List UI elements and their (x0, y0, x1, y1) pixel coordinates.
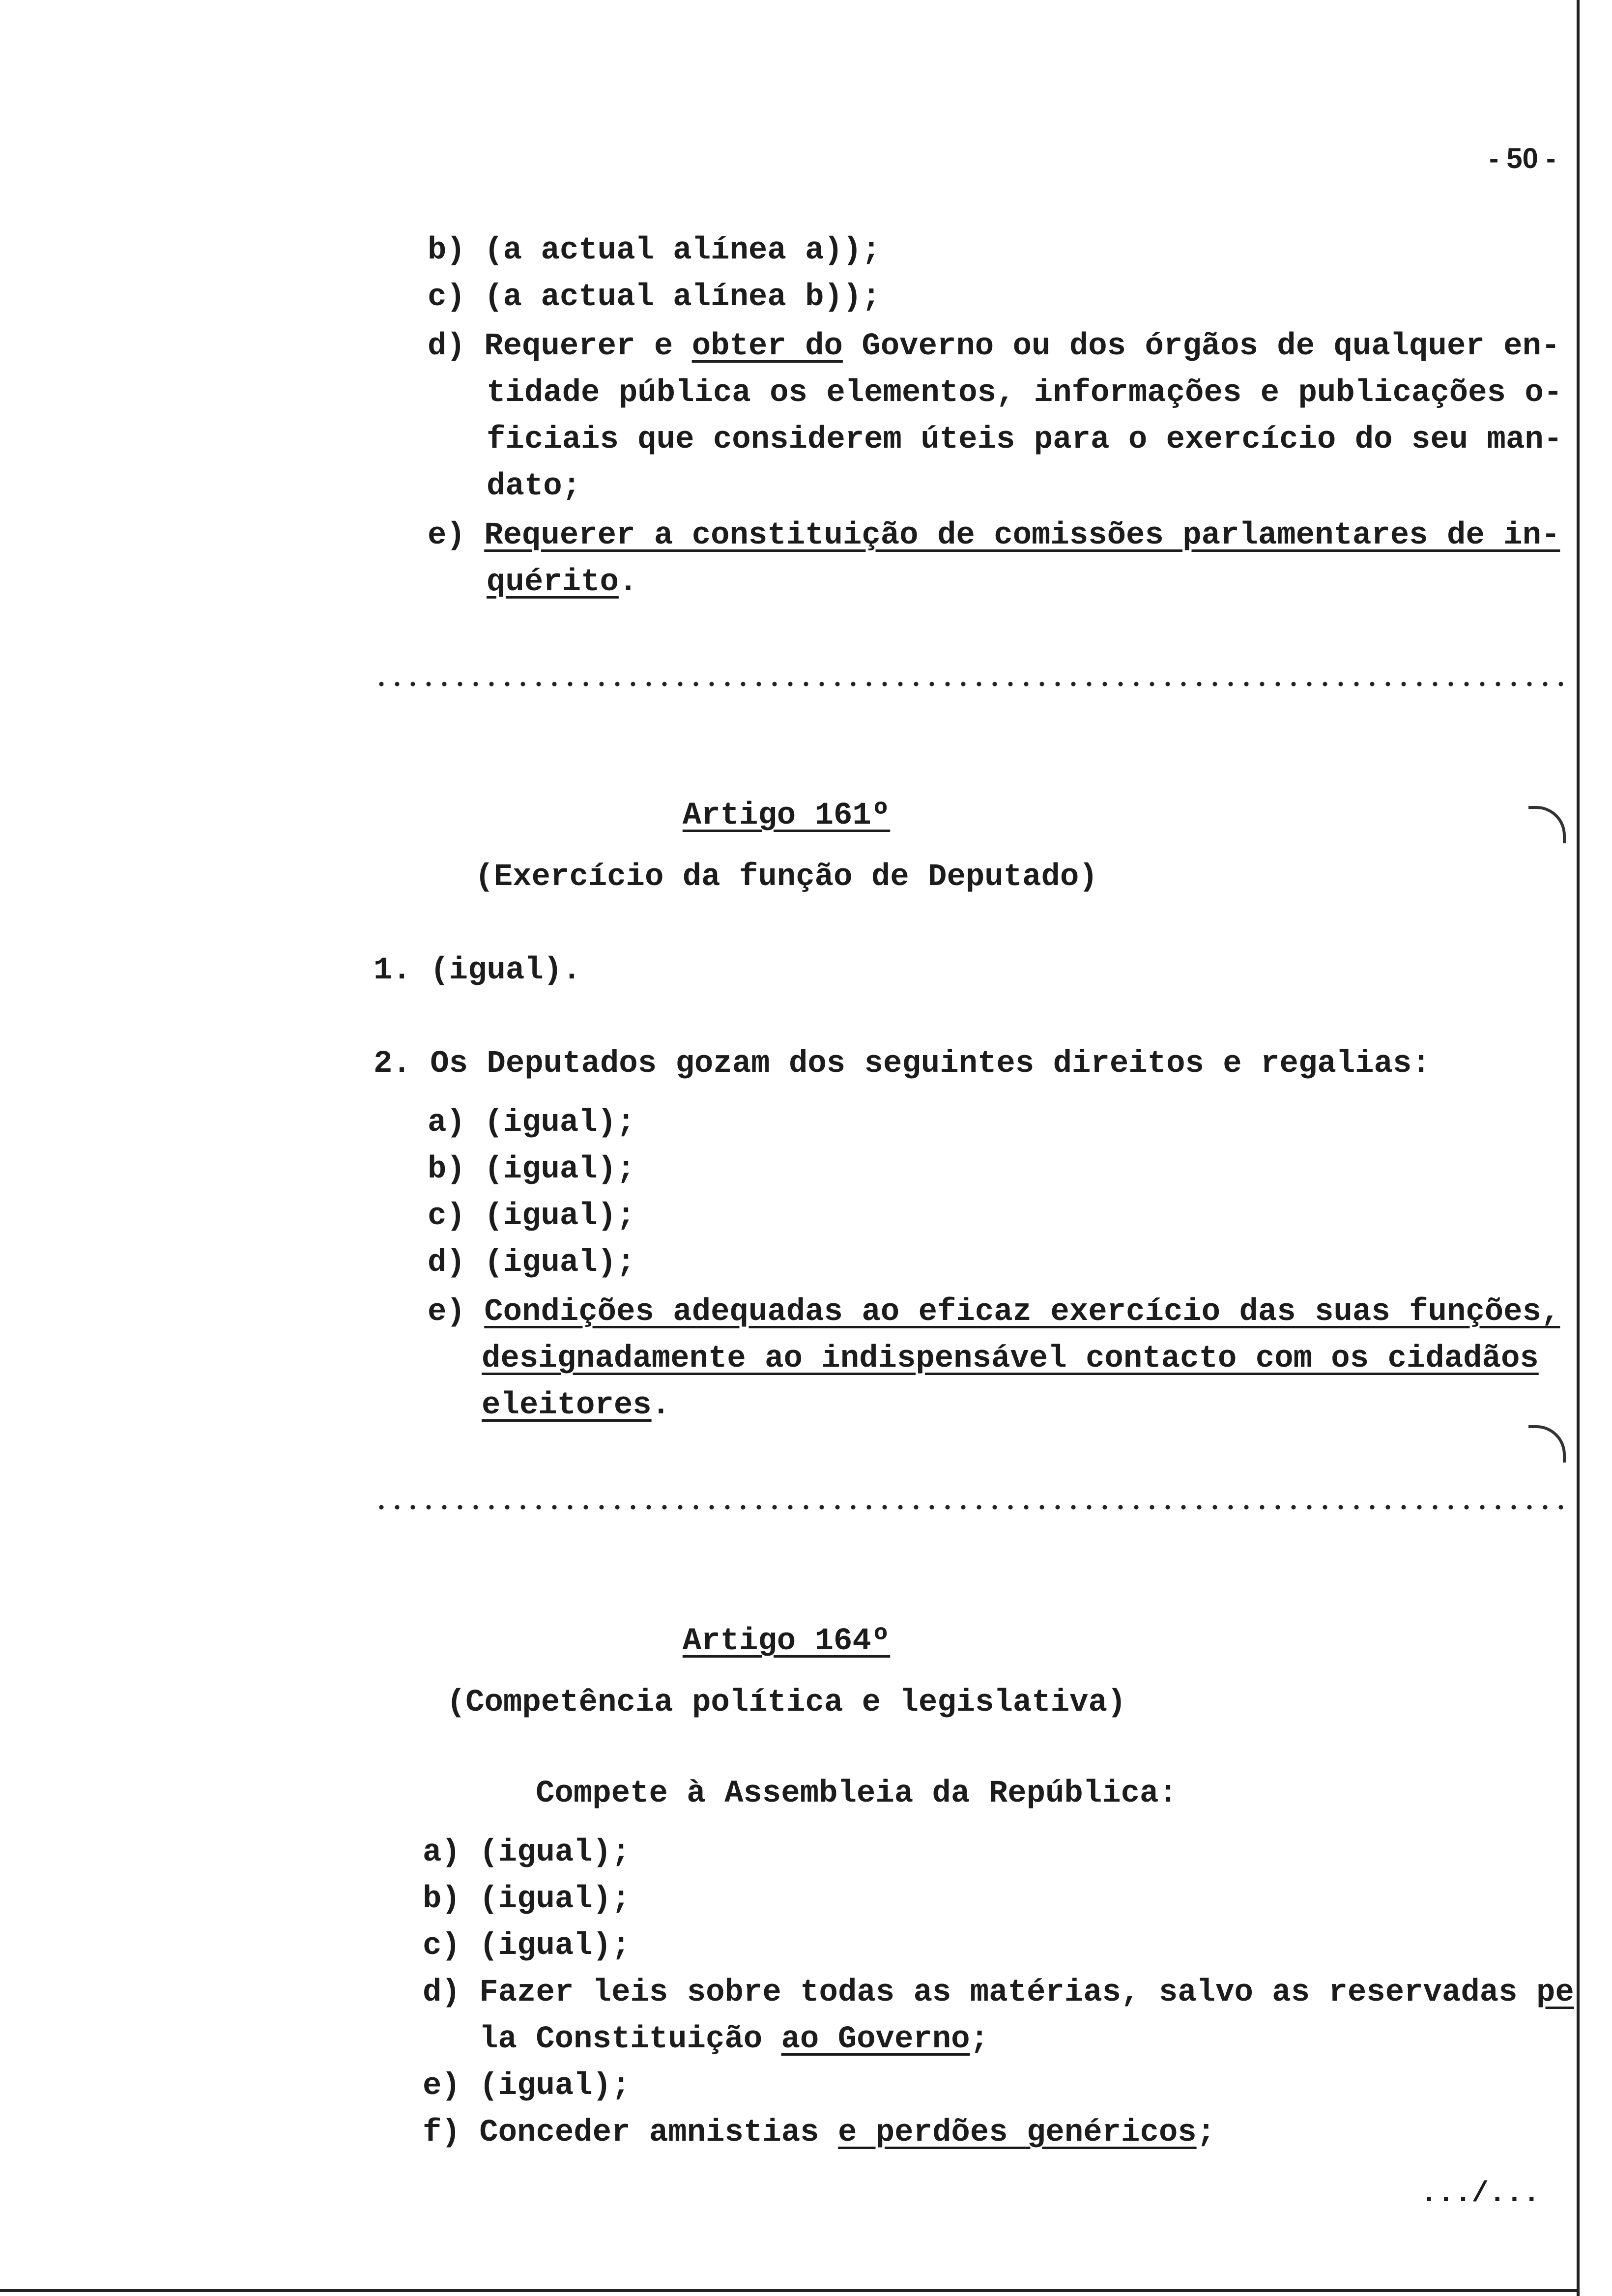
item-label: a) (423, 1835, 461, 1870)
list-item-c (428, 278, 881, 317)
item-continuation (479, 2020, 989, 2059)
paragraph-1: 1. (igual). (374, 953, 581, 988)
paragraph-2: 2. Os Deputados gozam dos seguintes direitos e regalias: (374, 1046, 1431, 1082)
item-text: (a actual alínea b)); (484, 280, 881, 315)
article-title-text: Artigo 164º (682, 1624, 891, 1659)
list-item-c (423, 1926, 630, 1966)
article-title-text: Artigo 161º (682, 798, 891, 833)
item-text: . (618, 565, 638, 600)
item-text: (igual); (479, 1882, 631, 1917)
dotted-separator (374, 681, 1563, 688)
list-item-a (428, 1103, 635, 1143)
list-item-d (428, 1243, 635, 1283)
item-label: b) (428, 233, 465, 268)
list-item-c (428, 1197, 635, 1236)
article-title (0, 796, 1573, 835)
page-border-right (1577, 0, 1580, 2296)
item-label: c) (428, 1199, 465, 1234)
underlined-text: Condições adequadas ao eficaz exercício das suas funções, (484, 1294, 1560, 1330)
item-text: (igual); (479, 2068, 631, 2104)
item-label: e) (428, 518, 465, 553)
item-text: Conceder amnistias (479, 2115, 838, 2151)
item-continuation (482, 1339, 1539, 1378)
list-item-a (423, 1833, 630, 1872)
item-text: Requerer e (484, 329, 692, 364)
list-item-f (423, 2113, 1215, 2152)
list-item-e (428, 516, 1560, 555)
underlined-text: designadamente ao indispensável contacto com os cidadãos (482, 1341, 1539, 1377)
item-text: Governo ou dos órgãos de qualquer en- (842, 329, 1560, 364)
item-label: a) (428, 1105, 465, 1141)
list-item-e (423, 2066, 630, 2106)
underlined-text: ao Governo (781, 2022, 970, 2057)
item-label: e) (428, 1294, 465, 1330)
item-text: (igual); (484, 1199, 635, 1234)
underlined-text: eleitores (482, 1388, 652, 1423)
item-text: ; (1196, 2115, 1216, 2151)
item-label: c) (423, 1928, 461, 1964)
underlined-text: Requerer a constituição de comissões parlamentares de in- (484, 518, 1560, 553)
item-continuation: dato; (487, 469, 581, 504)
item-label: e) (423, 2068, 461, 2104)
dotted-separator (374, 1504, 1563, 1511)
item-continuation (487, 563, 637, 602)
item-text: la Constituição (479, 2022, 781, 2057)
item-text: (igual); (479, 1928, 631, 1964)
list-item-d (423, 1973, 1574, 2012)
item-text: . (651, 1388, 671, 1423)
item-text: (a actual alínea a)); (484, 233, 881, 268)
item-label: b) (428, 1152, 465, 1187)
article-intro: Compete à Assembleia da República: (536, 1776, 1178, 1811)
underlined-text: e perdões genéricos (837, 2115, 1197, 2151)
item-text: (igual); (484, 1245, 635, 1281)
item-continuation: tidade pública os elementos, informações e publicações o- (487, 375, 1563, 411)
page-border-bottom (0, 2289, 1580, 2292)
item-label: d) (428, 1245, 465, 1281)
item-label: d) (423, 1975, 461, 2010)
article-subtitle: (Exercício da função de Deputado) (475, 860, 1098, 895)
item-text: (igual); (484, 1105, 635, 1141)
item-label: b) (423, 1882, 461, 1917)
article-title (0, 1622, 1573, 1661)
item-label: c) (428, 280, 465, 315)
list-item-b (423, 1880, 630, 1919)
item-continuation: ficiais que considerem úteis para o exercício do seu man- (487, 422, 1563, 458)
underlined-text: pe (1536, 1975, 1574, 2010)
punch-hole-mark (1528, 1425, 1566, 1463)
item-text: ; (970, 2022, 989, 2057)
page-number: - 50 - (1489, 143, 1556, 174)
underlined-text: obter do (691, 329, 843, 364)
underlined-text: quérito (487, 565, 619, 600)
item-label: f) (423, 2115, 461, 2151)
article-subtitle: (Competência política e legislativa) (446, 1685, 1126, 1721)
list-item-b (428, 1150, 635, 1189)
item-text: (igual); (479, 1835, 631, 1870)
list-item-d (428, 327, 1560, 366)
item-text: (igual); (484, 1152, 635, 1187)
list-item-b (428, 231, 881, 270)
item-label: d) (428, 329, 465, 364)
list-item-e (428, 1292, 1560, 1332)
item-text: Fazer leis sobre todas as matérias, salvo as reservadas (479, 1975, 1536, 2010)
item-continuation (482, 1386, 670, 1425)
continuation-marker: .../... (1420, 2178, 1540, 2210)
